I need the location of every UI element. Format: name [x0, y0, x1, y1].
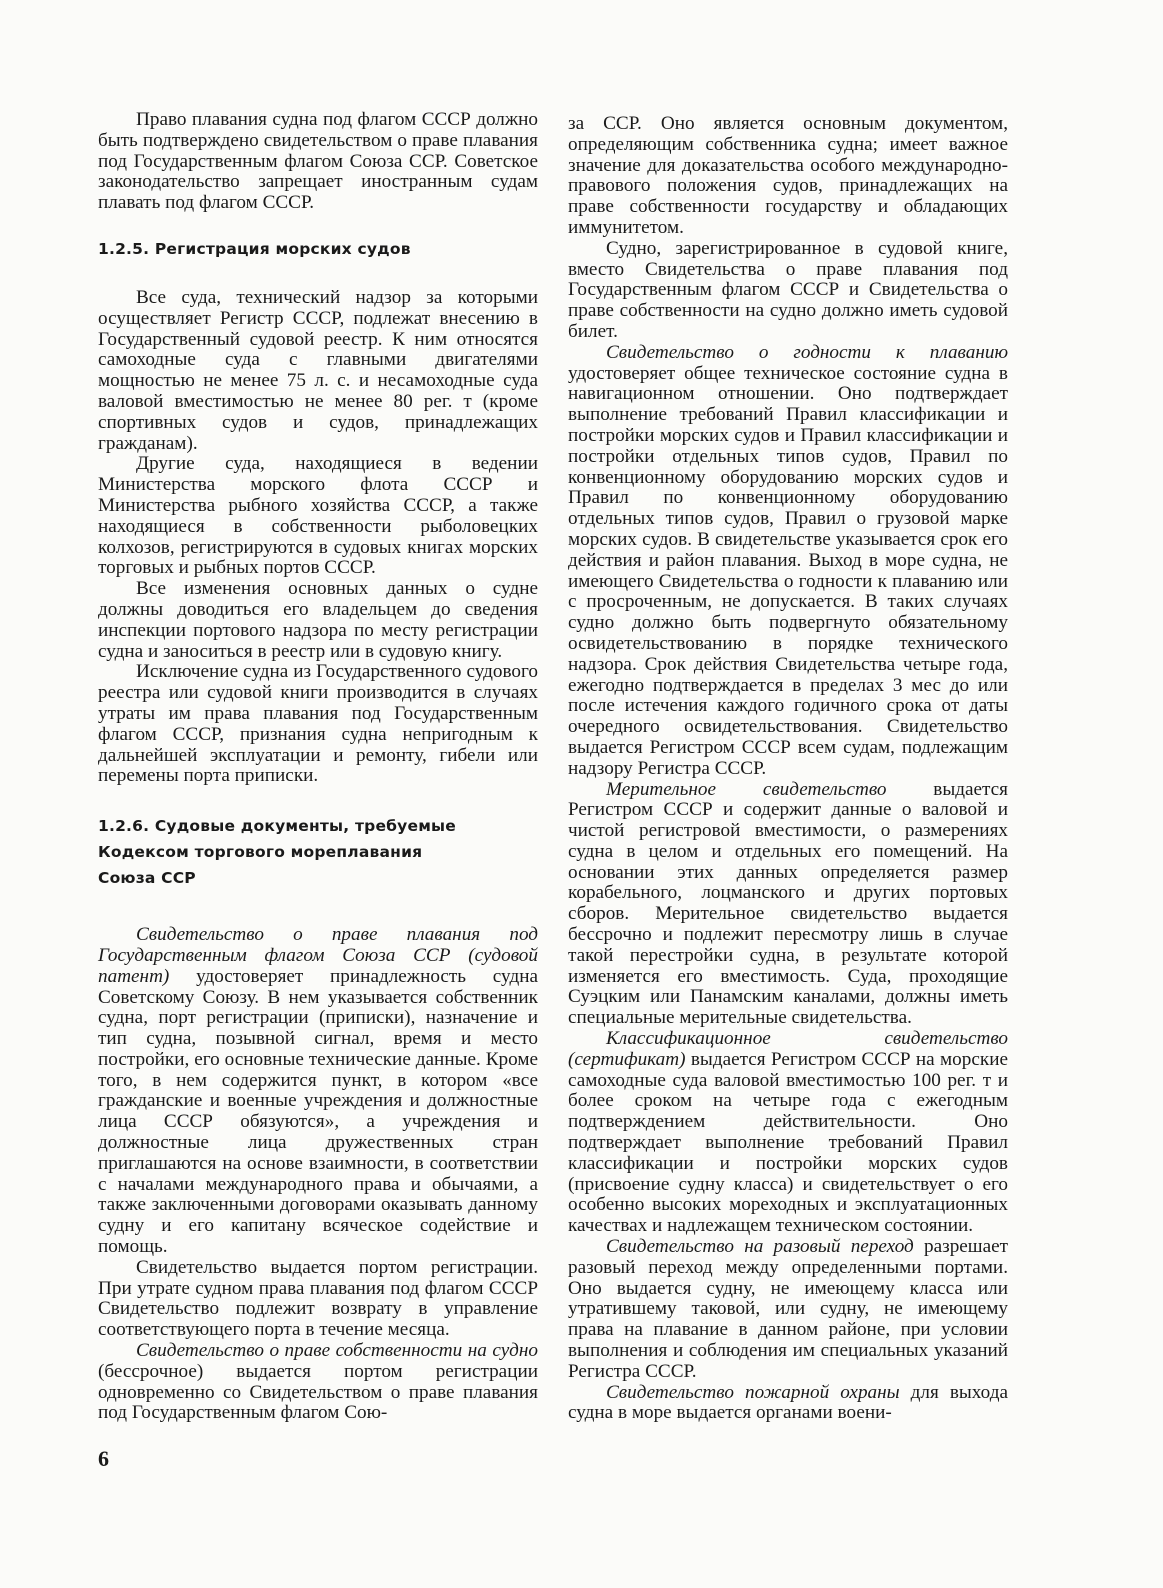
term-ownership-certificate: Свидетельство о праве собственности на судно — [136, 1340, 538, 1362]
paragraph-ownership-certificate — [98, 1341, 538, 1424]
paragraph-seaworthiness — [568, 343, 1008, 780]
paragraph-certificate-issue: Свидетельство выдается портом регистрации. При утрате судном права плавания под флагом СССР Свидетельство подлежит возврату в управление соответствующего порта в течение месяца. — [98, 1256, 538, 1341]
paragraph-flag-certificate — [98, 925, 538, 1258]
section-heading-1-2-6 — [98, 813, 538, 891]
left-column — [98, 110, 538, 1424]
term-tonnage-certificate: Мерительное свидетельство — [606, 778, 887, 800]
term-flag-certificate: Свидетельство о праве плавания под Государственным флагом Союза ССР (судовой патент) — [98, 924, 538, 987]
paragraph-tonnage-certificate — [568, 780, 1008, 1030]
text-seaworthiness: удостоверяет общее техническое состояние судна в навигационном отношении. Оно подтверждает выполнение требований Правил классификации и постройки морских судов и Правил классификации и постройки отдельных типов судов, Правил по конвенционному оборудованию морских судов и Правил по конвенционному оборудованию отдельных типов судов, Правил о грузовой марке морских судов. В свидетельстве указывается срок его действия и район плавания. Выход в море судна, не имеющего Свидетельства о годности к плаванию или с просроченным, не допускается. В таких случаях судно должно быть подвергнуто обязательному освидетельствованию в порядке технического надзора. Срок действия Свидетельства четыре года, ежегодно подтверждается в пределах 3 мес до или после истечения каждого годичного срока от даты очередного освидетельствования. Свидетельство выдается Регистром СССР всем судам, подлежащим надзору Регистра СССР. — [568, 362, 1008, 779]
term-class-certificate: Классификационное свидетельство (сертификат) — [568, 1028, 1008, 1070]
paragraph-registration-1: Все суда, технический надзор за которыми осуществляет Регистр СССР, подлежат внесению в Государственный судовой реестр. К ним относятся самоходные суда с главными двигателями мощностью не менее 75 л. с. и несамоходные суда валовой вместимостью не менее 80 рег. т (кроме спортивных судов и судов, принадлежащих гражданам). — [98, 286, 538, 454]
section-heading-1-2-5: 1.2.5. Регистрация морских судов — [98, 239, 411, 258]
paragraph-registration-2: Другие суда, находящиеся в ведении Министерства морского флота СССР и Министерства рыбного хозяйства СССР, а также находящиеся в собственности рыболовецких колхозов, регистрируются в судовых книгах морских торговых и рыбных портов СССР. — [98, 453, 538, 579]
heading-line-1: 1.2.6. Судовые документы, требуемые — [98, 817, 456, 836]
right-column — [568, 114, 1008, 1424]
text-single-voyage: разрешает разовый переход между определенными портами. Оно выдается судну, не имеющему класса или утратившему таковой, или судну, не имеющему права на плавание в данном районе, при условии выполнения и соблюдения им специальных указаний Регистра СССР. — [568, 1236, 1008, 1382]
text-class-certificate: выдается Регистром СССР на морские самоходные суда валовой вместимостью 100 рег. т и более сроком на четыре года с ежегодным подтверждением действительности. Оно подтверждает выполнение требований Правил классификации и постройки морских судов (присвоение судну класса) и свидетельствует о его особенно высоких мореходных и эксплуатационных качествах и надлежащем техническом состоянии. — [568, 1048, 1008, 1237]
term-seaworthiness: Свидетельство о годности к плаванию — [606, 341, 1008, 363]
paragraph-ship-book: Судно, зарегистрированное в судовой книге, вместо Свидетельства о праве плавания под Государственным флагом СССР и Свидетельства о праве собственности на судно должно иметь судовой билет. — [568, 237, 1008, 342]
text-tonnage-certificate: выдается Регистром СССР и содержит данные о валовой и чистой регистровой вместимости, о размерениях судна в целом и отдельных его помещений. На основании этих данных определяется размер корабельного, лоцманского и других портовых сборов. Мерительное свидетельство выдается бессрочно и подлежит пересмотру лишь в случае такой перестройки судна, в результате которой изменяется его вместимость. Суда, проходящие Суэцким или Панамским каналами, должны иметь специальные мерительные свидетельства. — [568, 778, 1008, 1029]
paragraph-intro: Право плавания судна под флагом СССР должно быть подтверждено свидетельством о праве плавания под Государственным флагом Союза ССР. Советское законодательство запрещает иностранным судам плавать под флагом СССР. — [98, 109, 538, 214]
text-fire-certificate: для выхода судна в море выдается органами воени- — [568, 1381, 1008, 1424]
page-number: 6 — [98, 1446, 109, 1471]
heading-line-2: Кодексом торгового мореплавания — [98, 843, 423, 862]
term-fire-certificate: Свидетельство пожарной охраны — [606, 1381, 900, 1403]
term-single-voyage: Свидетельство на разовый переход — [606, 1236, 914, 1258]
paragraph-class-certificate — [568, 1029, 1008, 1237]
paragraph-registration-4: Исключение судна из Государственного судового реестра или судовой книги производится в случаях утраты им права плавания под Государственным флагом СССР, признания судна непригодным к дальнейшей эксплуатации и ремонту, гибели или перемены порта приписки. — [98, 661, 538, 787]
paragraph-single-voyage — [568, 1237, 1008, 1383]
paragraph-registration-3: Все изменения основных данных о судне должны доводиться его владельцем до сведения инспекции портового надзора по месту регистрации судна и заноситься в реестр или в судовую книгу. — [98, 578, 538, 662]
paragraph-continuation: за ССР. Оно является основным документом, определяющим собственника судна; имеет важное значение для доказательства особого международно-правового положения судов, принадлежащих на праве собственности государству и обладающих иммунитетом. — [568, 113, 1008, 238]
text-flag-certificate: удостоверяет принадлежность судна Советскому Союзу. В нем указывается собственник судна, порт регистрации (приписки), назначение и тип судна, позывной сигнал, время и место постройки, его основные технические данные. Кроме того, в нем содержится пункт, в котором «все гражданские и военные учреждения и должностные лица СССР обязуются», а учреждения и должностные лица дружественных стран приглашаются на основе взаимности, в соответствии с началами международного права и обычаями, а также заключенными договорами оказывать данному судну и его капитану всяческое содействие и помощь. — [98, 965, 538, 1258]
text-ownership-certificate: (бессрочное) выдается портом регистрации одновременно со Свидетельством о праве плавания под Государственным флагом Сою- — [98, 1360, 538, 1424]
heading-line-3: Союза ССР — [98, 869, 196, 888]
paragraph-fire-certificate — [568, 1383, 1008, 1425]
